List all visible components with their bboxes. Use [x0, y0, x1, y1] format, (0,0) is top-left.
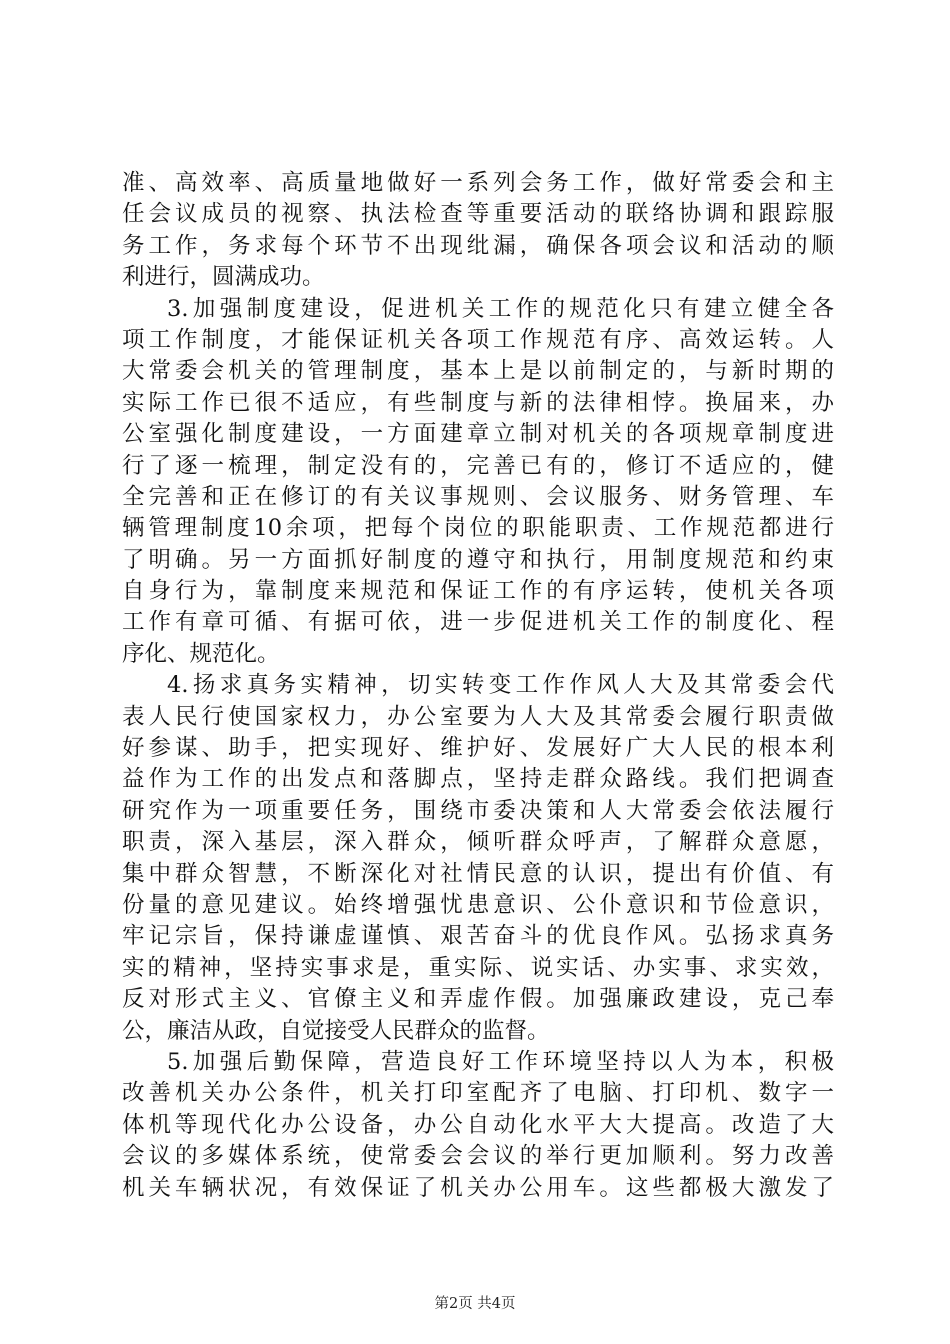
text-line: 行了逐一梳理，制定没有的，完善已有的，修订不适应的，健: [122, 452, 834, 479]
text-line: 好参谋、助手，把实现好、维护好、发展好广大人民的根本利: [122, 735, 834, 762]
section-5-heading-line: 5.加强后勤保障，营造良好工作环境坚持以人为本，积极: [167, 1048, 834, 1075]
document-body: [122, 168, 834, 1204]
text-line: 务工作，务求每个环节不出现纰漏，确保各项会议和活动的顺: [122, 232, 834, 259]
text-line: 职责，深入基层，深入群众，倾听群众呼声，了解群众意愿，: [122, 829, 834, 856]
text-line: 牢记宗旨，保持谦虚谨慎、艰苦奋斗的优良作风。弘扬求真务: [122, 923, 834, 950]
text-line: 了明确。另一方面抓好制度的遵守和执行，用制度规范和约束: [122, 546, 834, 573]
text-line: 项工作制度，才能保证机关各项工作规范有序、高效运转。人: [122, 326, 834, 353]
text-line: 公室强化制度建设，一方面建章立制对机关的各项规章制度进: [122, 421, 834, 448]
text-line: 辆管理制度10余项，把每个岗位的职能职责、工作规范都进行: [122, 515, 834, 542]
text-line: 反对形式主义、官僚主义和弄虚作假。加强廉政建设，克己奉: [122, 986, 834, 1013]
text-line: 体机等现代化办公设备，办公自动化水平大大提高。改造了大: [122, 1111, 834, 1138]
text-line: 研究作为一项重要任务，围绕市委决策和人大常委会依法履行: [122, 797, 834, 824]
text-line: 实的精神，坚持实事求是，重实际、说实话、办实事、求实效，: [122, 954, 834, 981]
text-line: 实际工作已很不适应，有些制度与新的法律相悖。换届来，办: [122, 389, 834, 416]
text-line: 大常委会机关的管理制度，基本上是以前制定的，与新时期的: [122, 358, 834, 385]
text-line: 公，廉洁从政，自觉接受人民群众的监督。: [122, 1017, 550, 1044]
text-line: 益作为工作的出发点和落脚点，坚持走群众路线。我们把调查: [122, 766, 834, 793]
text-line: 集中群众智慧，不断深化对社情民意的认识，提出有价值、有: [122, 860, 834, 887]
text-line: 全完善和正在修订的有关议事规则、会议服务、财务管理、车: [122, 483, 834, 510]
text-line: 工作有章可循、有据可依，进一步促进机关工作的制度化、程: [122, 609, 834, 636]
text-line: 自身行为，靠制度来规范和保证工作的有序运转，使机关各项: [122, 578, 834, 605]
text-line: 利进行，圆满成功。: [122, 264, 325, 291]
section-4-heading-line: 4.扬求真务实精神，切实转变工作作风人大及其常委会代: [167, 672, 834, 699]
text-line: 改善机关办公条件，机关打印室配齐了电脑、打印机、数字一: [122, 1080, 834, 1107]
text-line: 份量的意见建议。始终增强忧患意识、公仆意识和节俭意识，: [122, 891, 834, 918]
text-line: 序化、规范化。: [122, 640, 280, 667]
section-3-heading-line: 3.加强制度建设，促进机关工作的规范化只有建立健全各: [167, 295, 834, 322]
text-line: 准、高效率、高质量地做好一系列会务工作，做好常委会和主: [122, 170, 834, 196]
text-line: 表人民行使国家权力，办公室要为人大及其常委会履行职责做: [122, 703, 834, 730]
text-line: 会议的多媒体系统，使常委会会议的举行更加顺利。努力改善: [122, 1143, 834, 1170]
text-line: 任会议成员的视察、执法检查等重要活动的联络协调和跟踪服: [122, 201, 834, 228]
text-line: 机关车辆状况，有效保证了机关办公用车。这些都极大激发了: [122, 1174, 834, 1201]
page-number-footer: 第2页 共4页: [434, 1296, 516, 1312]
